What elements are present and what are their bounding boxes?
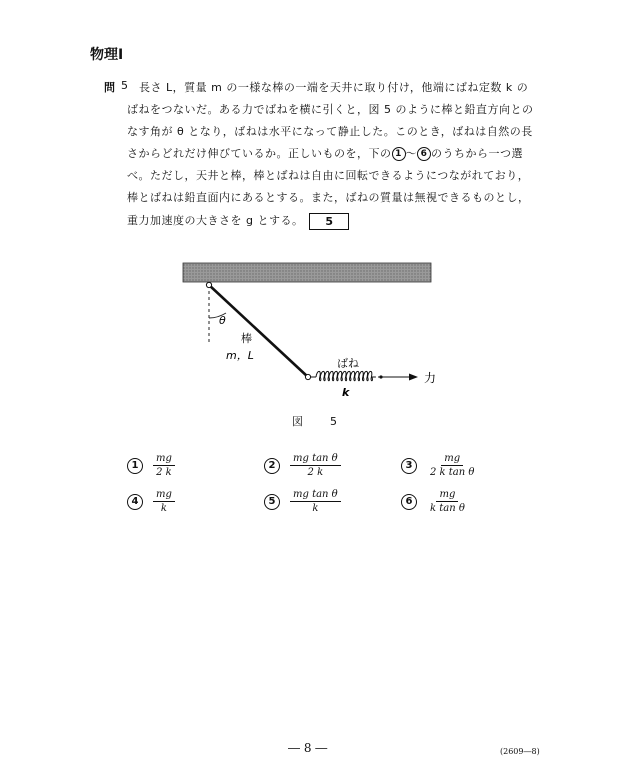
top-pivot <box>206 282 211 287</box>
choice-5-number: 5 <box>264 494 280 510</box>
choice-2-denominator: 2 k <box>307 467 324 478</box>
choice-5-fraction <box>290 489 341 514</box>
choice-5-numerator: mg tan θ <box>290 489 341 502</box>
choice-2-fraction <box>290 453 341 478</box>
choice-6 <box>401 489 468 514</box>
choice-3 <box>401 453 477 478</box>
question-line-6: 棒とばねは鉛直面内にあるとする。また，ばねの質量は無視できるものとし， <box>127 191 530 204</box>
choice-1 <box>127 453 175 478</box>
choice-5 <box>264 489 341 514</box>
choice-6-denominator: k tan θ <box>430 503 465 514</box>
question-line-2: ばねをつないだ。ある力でばねを横に引くと，図 5 のように棒と鉛直方向との <box>127 103 534 116</box>
force-arrow-head <box>409 374 418 381</box>
range-end-circled-number: 6 <box>417 147 431 161</box>
choice-5-denominator: k <box>312 503 319 514</box>
question-line-1: 長さ L，質量 m の一様な棒の一端を天井に取り付け，他端にばね定数 k の <box>139 81 529 94</box>
force-dot <box>379 375 382 378</box>
rod <box>209 285 308 377</box>
question-line-3: なす角が θ となり，ばねは水平になって静止した。このとき，ばねは自然の長 <box>127 125 533 138</box>
choice-4-denominator: k <box>160 503 167 514</box>
question-label: 問 <box>104 81 115 94</box>
choice-4-fraction <box>153 489 175 514</box>
choice-1-fraction <box>153 453 175 478</box>
choice-1-denominator: 2 k <box>156 467 172 478</box>
spring-label: ばね <box>337 357 359 370</box>
choice-3-denominator: 2 k tan θ <box>430 467 475 478</box>
choice-1-numerator: mg <box>153 453 175 466</box>
choice-4 <box>127 489 175 514</box>
page-number: ― 8 ― <box>288 741 328 755</box>
choice-1-number: 1 <box>127 458 143 474</box>
ceiling <box>183 263 431 282</box>
question-number: 5 <box>121 79 128 92</box>
choice-6-number: 6 <box>401 494 417 510</box>
theta-label: θ <box>219 314 226 327</box>
force-label: 力 <box>424 371 437 385</box>
rod-params-label: m，L <box>226 349 254 362</box>
choice-2-numerator: mg tan θ <box>290 453 341 466</box>
choice-6-fraction <box>427 489 468 514</box>
choice-2 <box>264 453 341 478</box>
section-title: 物理Ⅰ <box>90 47 124 63</box>
choice-4-number: 4 <box>127 494 143 510</box>
choice-2-number: 2 <box>264 458 280 474</box>
answer-box: 5 <box>309 213 349 230</box>
question-line-4-end: のうちから一つ選 <box>431 147 523 160</box>
spring-constant-label: k <box>342 386 350 399</box>
page-code: (2609―8) <box>500 747 540 756</box>
spring <box>316 371 376 380</box>
question-line-5: べ。ただし，天井と棒，棒とばねは自由に回転できるようにつながれており， <box>127 169 530 182</box>
choice-4-numerator: mg <box>153 489 175 502</box>
range-start-circled-number: 1 <box>392 147 406 161</box>
question-line-4-text: さからどれだけ伸びているか。正しいものを，下の <box>127 147 392 160</box>
joint-pivot <box>305 374 310 379</box>
range-tilde: ～ <box>405 147 417 160</box>
rod-label: 棒 <box>241 332 252 345</box>
choice-3-fraction <box>427 453 477 478</box>
figure-caption: 図 5 <box>292 415 345 428</box>
choice-3-numerator: mg <box>441 453 463 466</box>
choice-6-numerator: mg <box>436 489 458 502</box>
question-line-7-text: 重力加速度の大きさを g とする。 <box>127 214 304 227</box>
choice-3-number: 3 <box>401 458 417 474</box>
